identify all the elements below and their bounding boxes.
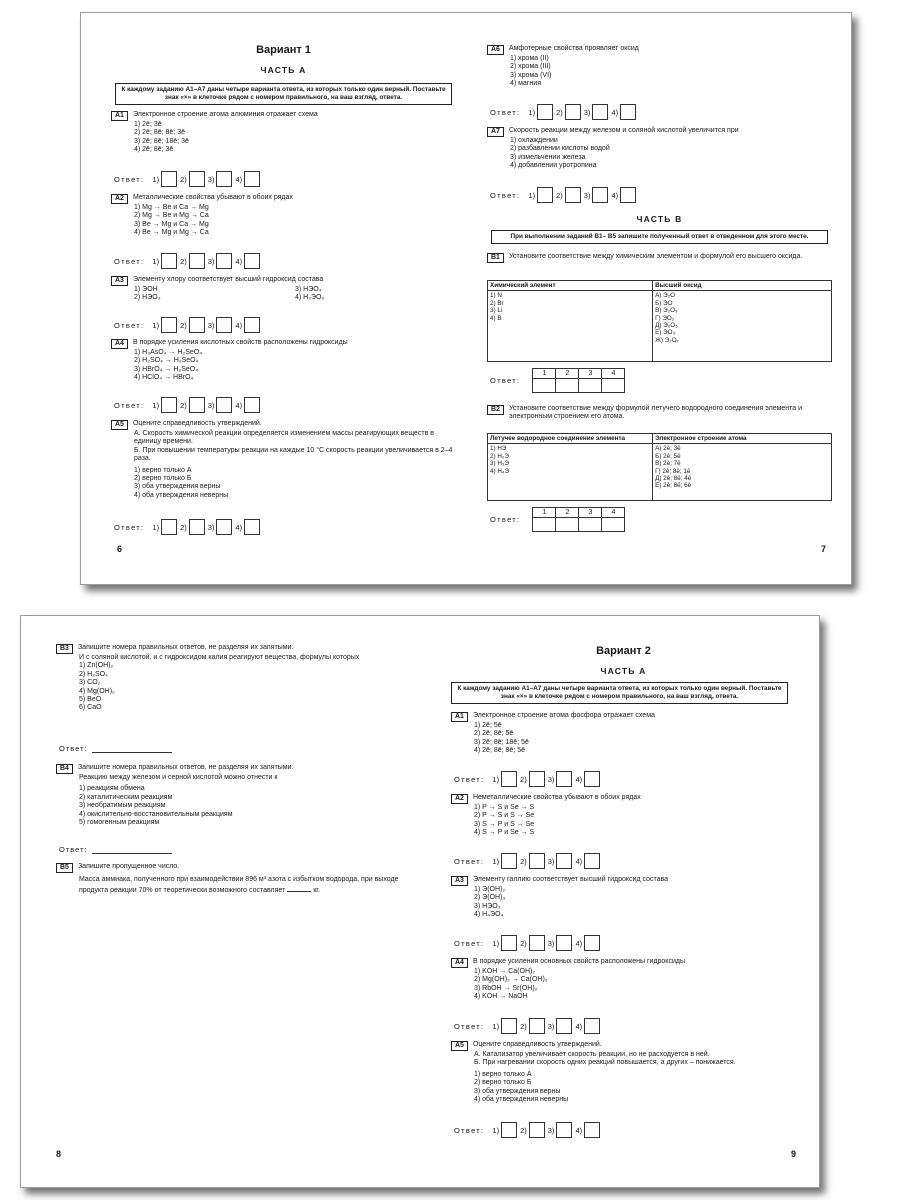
answer-checkbox[interactable]	[189, 171, 205, 187]
choice-label: 3)	[547, 938, 555, 948]
option: 3) CO₂	[79, 679, 101, 687]
answer-checkbox[interactable]	[244, 397, 260, 413]
choice-label: 4)	[575, 856, 583, 866]
answer-grid-b2	[490, 507, 625, 532]
option: 4) H₄ЭO₄	[474, 911, 504, 919]
question-text: Электронное строение атома алюминия отражает схема	[132, 111, 318, 118]
question-text: Элементу галлию соответствует высший гидроксид состава	[472, 876, 669, 883]
grid-answer-cell[interactable]	[556, 518, 579, 532]
option: 1) H₃AsO₄ → H₂SeO₄	[134, 349, 203, 356]
option: 3) измельчении железа	[510, 153, 586, 161]
choice-label: 3)	[583, 107, 591, 117]
answer-checkbox[interactable]	[216, 171, 232, 187]
answer-checkbox[interactable]	[189, 519, 205, 535]
answer-blank[interactable]	[287, 884, 311, 892]
choice-label: 4)	[235, 400, 243, 410]
choice-label: 1)	[492, 774, 500, 784]
question-number: B5	[56, 863, 73, 873]
answer-label: Ответ:	[59, 845, 88, 854]
answer-checkbox[interactable]	[529, 853, 545, 869]
option: 1) верно только А	[474, 1070, 532, 1078]
option: 4) добавлении уротропина	[510, 162, 597, 170]
part-a-heading: ЧАСТЬ А	[600, 666, 647, 676]
option: 4) оба утверждения неверны	[474, 1096, 569, 1104]
answer-checkbox[interactable]	[189, 317, 205, 333]
choice-label: 2)	[520, 938, 527, 948]
answer-checkbox[interactable]	[592, 104, 608, 120]
grid-header: 3	[579, 508, 602, 518]
option: 1) 2ē; 3ē	[134, 121, 162, 128]
answer-blank[interactable]	[92, 745, 172, 753]
answer-checkbox[interactable]	[189, 253, 205, 269]
question-a7	[487, 127, 832, 171]
choice-label: 2)	[520, 856, 527, 866]
grid-answer-cell[interactable]	[602, 379, 625, 393]
answer-label: Ответ:	[490, 515, 521, 524]
choice-label: 2)	[180, 522, 187, 532]
choice-label: 2)	[180, 400, 187, 410]
question-number: A5	[111, 420, 128, 430]
grid-answer-cell[interactable]	[533, 379, 556, 393]
answer-checkbox[interactable]	[161, 397, 177, 413]
statement: Б. При повышении температуры реакции на каждые 10 °С скорость реакции увеличивается в 2–4 раза.	[134, 446, 453, 463]
choice-label: 4)	[575, 1125, 583, 1135]
option: 1) 2ē; 5ē	[474, 722, 502, 729]
answer-checkbox[interactable]	[529, 771, 545, 787]
answer-label: Ответ:	[490, 376, 521, 385]
option: 4) KOH → NaOH	[474, 993, 528, 1001]
answer-checkbox[interactable]	[584, 935, 600, 951]
choice-label: 3)	[207, 256, 215, 266]
grid-header: 3	[579, 369, 602, 379]
matching-table-b1	[487, 280, 832, 362]
choice-label: 4)	[575, 774, 583, 784]
question-text: Электронное строение атома фосфора отражает схема	[472, 712, 655, 719]
option: 4) H₂ЭO₃	[295, 294, 325, 302]
option: 4) HClO₄ → HBrO₄	[134, 374, 194, 382]
page-number: 8	[56, 1149, 62, 1159]
option: 2) 2ē; 8ē; 5ē	[474, 730, 514, 738]
page-number: 7	[820, 544, 826, 554]
answer-checkbox[interactable]	[244, 171, 260, 187]
question-text: Запишите номера правильных ответов, не разделяя их запятыми.	[77, 644, 294, 651]
option: 2) Mg → Be и Mg → Ca	[134, 212, 209, 220]
question-number: A1	[451, 712, 468, 722]
choice-label: 4)	[575, 938, 583, 948]
question-number: A3	[111, 276, 128, 286]
option: 5) BeO	[79, 696, 102, 704]
answer-checkbox[interactable]	[501, 1018, 517, 1034]
elements-list: 1) N 2) Br 3) Li 4) B	[488, 291, 653, 362]
question-number: A4	[111, 339, 128, 349]
option: 2) H₂SO₄	[79, 670, 108, 678]
answer-row-a6	[490, 104, 639, 120]
answer-row-a2	[114, 253, 263, 269]
answer-checkbox[interactable]	[501, 935, 517, 951]
choice-label: 1)	[152, 400, 160, 410]
page-6	[111, 13, 456, 584]
page-number: 6	[117, 544, 123, 554]
question-number: A2	[451, 794, 468, 804]
option: 4) окислительно-восстановительным реакциям	[79, 810, 233, 818]
option: 6) CaO	[79, 704, 102, 712]
option: 3) необратимым реакциям	[79, 802, 166, 810]
option: 3) 2ē; 8ē; 18ē; 5ē	[474, 738, 529, 746]
matching-table-b2	[487, 433, 832, 501]
option: 2) верно только Б	[134, 475, 192, 483]
option: 4) Be → Mg и Mg → Ca	[134, 229, 209, 237]
choice-label: 4)	[235, 320, 243, 330]
answer-checkbox[interactable]	[556, 935, 572, 951]
answer-checkbox[interactable]	[501, 771, 517, 787]
question-number: B4	[56, 764, 73, 774]
option: 3) RbOH → Sr(OH)₂	[474, 984, 538, 992]
question-b4	[56, 764, 401, 827]
statement: Б. При нагревании скорость одних реакций повышается, а других – понижается.	[474, 1059, 736, 1067]
grid-header: 1	[533, 508, 556, 518]
choice-label: 1)	[492, 1125, 500, 1135]
choice-label: 3)	[207, 174, 215, 184]
grid-header: 2	[556, 369, 579, 379]
answer-checkbox[interactable]	[556, 771, 572, 787]
answer-checkbox[interactable]	[501, 1122, 517, 1138]
choice-label: 1)	[152, 320, 160, 330]
answer-checkbox[interactable]	[161, 317, 177, 333]
grid-answer-cell[interactable]	[556, 379, 579, 393]
answer-row-a5	[114, 519, 263, 535]
choice-label: 3)	[547, 1021, 555, 1031]
answer-checkbox[interactable]	[537, 104, 553, 120]
option: 2) P → S и S → Se	[474, 812, 535, 820]
part-b-instruction: При выполнении заданий В1– В5 запишите полученный ответ в отведенном для этого месте.	[491, 230, 828, 244]
answer-blank[interactable]	[92, 846, 172, 854]
question-a3	[451, 876, 796, 920]
question-number: A3	[451, 876, 468, 886]
electron-structure-list: А) 2ē; 3ē Б) 2ē; 5ē В) 2ē; 7ē Г) 2ē; 8ē; 1ē Д) 2ē; 8ē; 4ē Е) 2ē; 8ē; 6ē	[653, 444, 832, 501]
choice-label: 2)	[520, 1125, 527, 1135]
question-number: B1	[487, 253, 504, 263]
answer-checkbox[interactable]	[529, 1122, 545, 1138]
option: 3) 2ē; 8ē; 18ē; 3ē	[134, 137, 189, 145]
option: 2) 2ē; 8ē; 8ē; 3ē	[134, 129, 185, 137]
answer-label: Ответ:	[454, 856, 485, 866]
statement: А. Катализатор увеличивает скорость реакции, но не расходуется в ней.	[474, 1051, 710, 1058]
choice-label: 1)	[528, 190, 536, 200]
choice-label: 3)	[583, 190, 591, 200]
answer-label: Ответ:	[454, 1021, 485, 1031]
table-header: Летучее водородное соединение элемента	[488, 434, 653, 444]
question-text: Запишите номера правильных ответов, не разделяя их запятыми.	[77, 764, 294, 771]
choice-label: 2)	[520, 774, 527, 784]
answer-checkbox[interactable]	[584, 1018, 600, 1034]
question-number: A4	[451, 958, 468, 968]
answer-label: Ответ:	[454, 1125, 485, 1135]
answer-row-a2	[454, 853, 603, 869]
choice-label: 4)	[575, 1021, 583, 1031]
option: 5) гомогенным реакциям	[79, 819, 160, 827]
question-text: Установите соответствие между химическим элементом и формулой его высшего оксида.	[508, 253, 803, 260]
option: 2) H₂SO₄ → H₂SeO₄	[134, 357, 199, 365]
answer-label: Ответ:	[490, 107, 521, 117]
answer-row-a1	[114, 171, 263, 187]
choice-label: 3)	[207, 320, 215, 330]
question-subtext: И с соляной кислотой, и с гидроксидом калия реагируют вещества, формулы которых	[79, 654, 360, 661]
option: 1) KOH → Ca(OH)₂	[474, 968, 536, 975]
option: 4) магния	[510, 80, 541, 88]
question-text: Скорость реакции между железом и соляной кислотой увеличится при	[508, 127, 739, 134]
option: 4) S → P и Se → S	[474, 829, 535, 837]
choice-label: 3)	[207, 400, 215, 410]
page-9	[451, 616, 796, 1187]
question-b1	[487, 253, 832, 263]
grid-answer-cell[interactable]	[579, 518, 602, 532]
question-a1	[111, 111, 456, 155]
option: 1) P → S и Se → S	[474, 804, 535, 811]
question-text: Неметаллические свойства убывают в обоих рядах	[472, 794, 641, 801]
choice-label: 2)	[180, 320, 187, 330]
option: 1) охлаждении	[510, 137, 558, 144]
answer-row-a3	[114, 317, 263, 333]
answer-grid	[532, 507, 625, 532]
answer-label: Ответ:	[59, 744, 88, 753]
question-text: В порядке усиления основных свойств расположены гидроксиды	[472, 958, 685, 965]
answer-checkbox[interactable]	[244, 317, 260, 333]
choice-label: 1)	[492, 1021, 500, 1031]
option: 3) оба утверждения верны	[134, 483, 221, 491]
question-text: Оцените справедливость утверждений.	[132, 420, 262, 427]
answer-checkbox[interactable]	[556, 1122, 572, 1138]
grid-header: 1	[533, 369, 556, 379]
answer-checkbox[interactable]	[565, 104, 581, 120]
option: 1) хрома (II)	[510, 55, 549, 62]
grid-answer-cell[interactable]	[533, 518, 556, 532]
answer-checkbox[interactable]	[620, 104, 636, 120]
option: 4) оба утверждения неверны	[134, 491, 229, 499]
answer-checkbox[interactable]	[529, 935, 545, 951]
answer-checkbox[interactable]	[556, 853, 572, 869]
answer-label: Ответ:	[114, 522, 145, 532]
question-number: B3	[56, 644, 73, 654]
option: 2) каталитическим реакциям	[79, 793, 173, 801]
answer-label: Ответ:	[454, 938, 485, 948]
page-number: 9	[790, 1149, 796, 1159]
choice-label: 3)	[207, 522, 215, 532]
choice-label: 1)	[152, 174, 160, 184]
option: 3) HBrO₄ → H₂SeO₄	[134, 365, 199, 373]
answer-checkbox[interactable]	[584, 853, 600, 869]
option: 4) 2ē; 8ē; 8ē; 5ē	[474, 747, 525, 755]
question-number: A5	[451, 1041, 468, 1051]
variant-title: Вариант 2	[596, 645, 651, 657]
answer-checkbox[interactable]	[216, 519, 232, 535]
option: 2) разбавлении кислоты водой	[510, 145, 610, 153]
choice-label: 4)	[611, 107, 619, 117]
choice-label: 1)	[492, 938, 500, 948]
question-number: B2	[487, 405, 504, 415]
answer-label: Ответ:	[114, 320, 145, 330]
option: 1) Э(OH)₂	[474, 886, 506, 893]
answer-label: Ответ:	[114, 256, 145, 266]
answer-checkbox[interactable]	[529, 1018, 545, 1034]
question-a4	[451, 958, 796, 1002]
question-number: A1	[111, 111, 128, 121]
choice-label: 4)	[611, 190, 619, 200]
grid-header: 4	[602, 369, 625, 379]
answer-checkbox[interactable]	[584, 771, 600, 787]
option: 2) Э(OH)₃	[474, 894, 506, 902]
option: 3) оба утверждения верны	[474, 1087, 561, 1095]
choice-label: 3)	[547, 856, 555, 866]
option: 2) Mg(OH)₂ → Ca(OH)₂	[474, 976, 548, 984]
answer-label: Ответ:	[114, 400, 145, 410]
option: 1) Zn(OH)₂	[79, 662, 114, 670]
answer-checkbox[interactable]	[584, 1122, 600, 1138]
question-a6	[487, 45, 832, 89]
answer-checkbox[interactable]	[565, 187, 581, 203]
grid-header: 2	[556, 508, 579, 518]
grid-answer-cell[interactable]	[579, 379, 602, 393]
option: 4) Mg(OH)₂	[79, 687, 115, 695]
question-a3	[111, 276, 456, 303]
grid-answer-cell[interactable]	[602, 518, 625, 532]
table-header: Химический элемент	[488, 281, 653, 291]
answer-checkbox[interactable]	[556, 1018, 572, 1034]
answer-grid-b1	[490, 368, 625, 393]
answer-checkbox[interactable]	[537, 187, 553, 203]
question-text: В порядке усиления кислотных свойств расположены гидроксиды	[132, 339, 348, 346]
question-text: Металлические свойства убывают в обоих рядах	[132, 194, 293, 201]
question-text: Запишите пропущенное число.	[77, 863, 180, 870]
instruction-box: К каждому заданию А1–А7 даны четыре варианта ответа, из которых только один верный. Поставьте знак «×» в клеточке рядом с номером правильного, на ваш взгляд, ответа.	[115, 83, 452, 105]
answer-row-a3	[454, 935, 603, 951]
question-a2	[111, 194, 456, 238]
choice-label: 1)	[152, 256, 160, 266]
question-number: A2	[111, 194, 128, 204]
choice-label: 1)	[492, 856, 500, 866]
option: 2) верно только Б	[474, 1079, 532, 1087]
question-text: Амфотерные свойства проявляет оксид	[508, 45, 639, 52]
table-header: Электронное строение атома	[653, 434, 832, 444]
question-b3	[56, 644, 401, 713]
answer-checkbox[interactable]	[244, 253, 260, 269]
choice-label: 2)	[556, 107, 563, 117]
part-a-heading: ЧАСТЬ А	[260, 65, 307, 75]
answer-row-a7	[490, 187, 639, 203]
answer-checkbox[interactable]	[244, 519, 260, 535]
answer-checkbox[interactable]	[189, 397, 205, 413]
choice-label: 4)	[235, 256, 243, 266]
answer-checkbox[interactable]	[620, 187, 636, 203]
option: 3) хрома (VI)	[510, 71, 552, 79]
answer-checkbox[interactable]	[592, 187, 608, 203]
question-text: Установите соответствие между формулой летучего водородного соединения элемента и электронным строением его атома.	[508, 405, 803, 421]
book-spread-pages-6-7	[80, 12, 852, 585]
answer-label: Ответ:	[454, 774, 485, 784]
answer-grid	[532, 368, 625, 393]
instruction-box: К каждому заданию А1–А7 даны четыре варианта ответа, из которых только один верный. Поставьте знак «×» в клеточке рядом с номером правильного, на ваш взгляд, ответа.	[451, 682, 788, 704]
question-b5	[56, 863, 401, 896]
answer-row-a1	[454, 771, 603, 787]
question-a1	[451, 712, 796, 756]
choice-label: 4)	[235, 522, 243, 532]
answer-checkbox[interactable]	[161, 253, 177, 269]
question-subtext: Реакцию между железом и серной кислотой можно отнести к	[79, 774, 278, 781]
option: 3) HЭO₄	[295, 286, 322, 293]
answer-checkbox[interactable]	[216, 397, 232, 413]
answer-label: Ответ:	[490, 190, 521, 200]
option: 1) ЭOH	[134, 286, 158, 293]
oxides-list: А) Э₂O Б) ЭO В) Э₂O₃ Г) ЭO₂ Д) Э₂O₅ Е) ЭO₃ Ж) Э₂O₇	[653, 291, 832, 362]
choice-label: 1)	[528, 107, 536, 117]
question-number: A7	[487, 127, 504, 137]
question-subtext: Масса аммиака, полученного при взаимодействии 896 м³ азота с избытком водорода, при выходе продукта реакции 70% от теоретически возможного составляет	[79, 876, 399, 895]
option: 3) Be → Mg и Ca → Mg	[134, 220, 209, 228]
answer-checkbox[interactable]	[216, 317, 232, 333]
question-number: A6	[487, 45, 504, 55]
statement: А. Скорость химической реакции определяется изменением массы реагирующих веществ в единицу времени.	[134, 430, 434, 446]
question-text: Элементу хлору соответствует высший гидроксид состава	[132, 276, 324, 283]
choice-label: 4)	[235, 174, 243, 184]
choice-label: 3)	[547, 1125, 555, 1135]
answer-row-a4	[114, 397, 263, 413]
page-7	[487, 13, 832, 584]
answer-row-a5	[454, 1122, 603, 1138]
option: 2) хрома (III)	[510, 63, 551, 71]
answer-checkbox[interactable]	[216, 253, 232, 269]
answer-checkbox[interactable]	[161, 519, 177, 535]
option: 2) HЭO₃	[134, 294, 161, 302]
choice-label: 2)	[556, 190, 563, 200]
question-text: Оцените справедливость утверждений.	[472, 1041, 602, 1048]
option: 3) HЭO₃	[474, 902, 501, 910]
choice-label: 2)	[520, 1021, 527, 1031]
unit-label: кг.	[313, 887, 320, 895]
page-8	[56, 616, 401, 1187]
option: 1) Mg → Be и Ca → Mg	[134, 204, 209, 211]
answer-row-a4	[454, 1018, 603, 1034]
hydrogen-compounds-list: 1) HЭ 2) H₂Э 3) H₃Э 4) H₄Э	[488, 444, 653, 501]
table-header: Высший оксид	[653, 281, 832, 291]
question-b2	[487, 405, 832, 422]
option: 3) S → P и S → Se	[474, 820, 535, 828]
answer-checkbox[interactable]	[501, 853, 517, 869]
choice-label: 2)	[180, 174, 187, 184]
answer-line-b3	[59, 744, 172, 753]
option: 4) 2ē; 8ē; 3ē	[134, 146, 174, 154]
option: 1) реакциям обмена	[79, 785, 145, 793]
variant-title: Вариант 1	[256, 44, 311, 56]
question-a4	[111, 339, 456, 383]
book-spread-pages-8-9	[20, 615, 820, 1188]
choice-label: 1)	[152, 522, 160, 532]
part-b-heading: ЧАСТЬ В	[636, 214, 683, 224]
answer-label: Ответ:	[114, 174, 145, 184]
grid-header: 4	[602, 508, 625, 518]
question-a5	[451, 1041, 796, 1104]
choice-label: 2)	[180, 256, 187, 266]
question-a5	[111, 420, 456, 500]
question-a2	[451, 794, 796, 838]
choice-label: 3)	[547, 774, 555, 784]
answer-line-b4	[59, 845, 172, 854]
answer-checkbox[interactable]	[161, 171, 177, 187]
option: 1) верно только А	[134, 466, 192, 474]
